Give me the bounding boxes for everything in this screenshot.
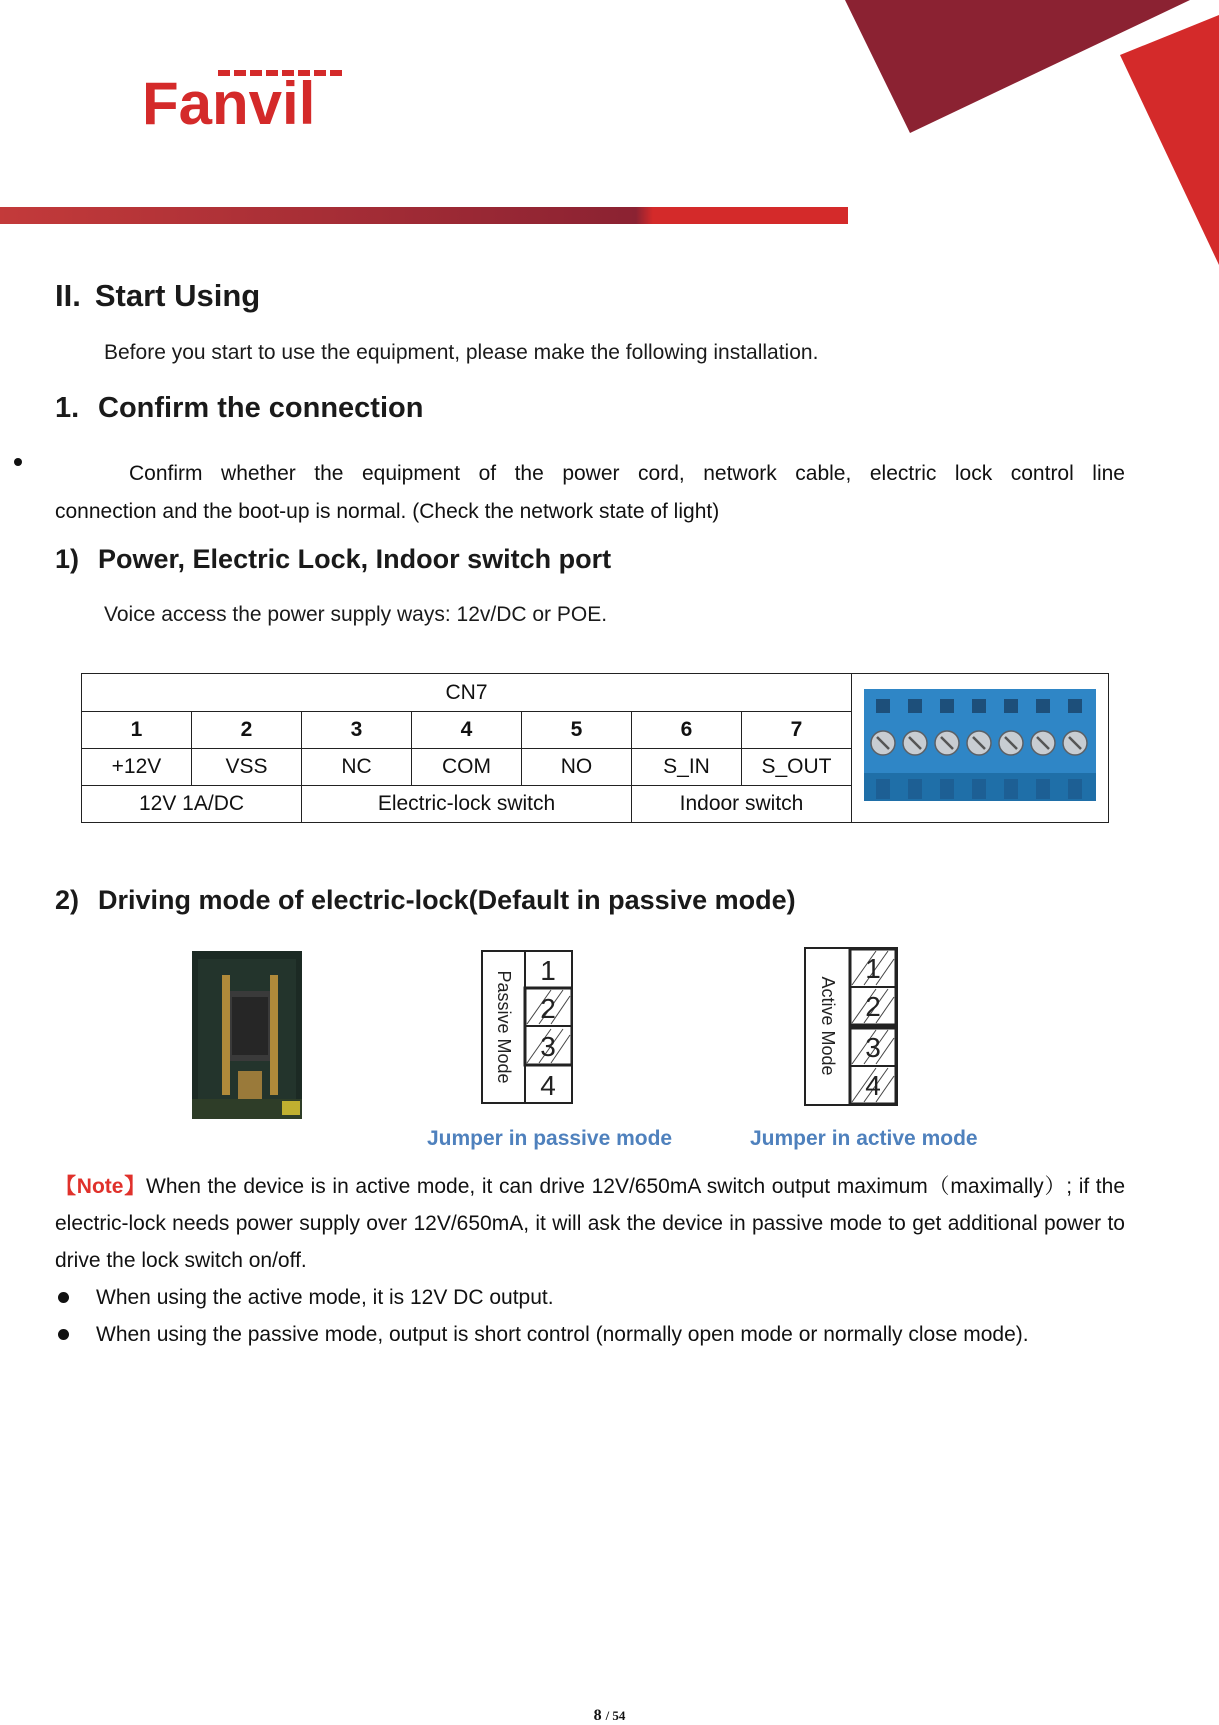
list-item-text: When using the passive mode, output is short control (normally open mode or normally close mode).: [96, 1323, 1029, 1346]
pin-number: 6: [632, 712, 742, 749]
sub2-number: 2): [55, 885, 80, 915]
pin-number: 4: [412, 712, 522, 749]
heading-power-port: [55, 544, 611, 575]
section-heading: [55, 278, 260, 314]
passive-mode-diagram: [481, 950, 573, 1104]
pin-label: 2: [540, 993, 556, 1024]
heading-confirm-connection: [55, 392, 423, 425]
cn7-table: [81, 673, 1109, 823]
sub2-title: Driving mode of electric-lock(Default in passive mode): [98, 885, 796, 915]
pin-signal: NC: [302, 749, 412, 786]
list-item-text: When using the active mode, it is 12V DC output.: [96, 1286, 554, 1309]
pin-number: 2: [192, 712, 302, 749]
note-text: When the device is in active mode, it can drive 12V/650mA switch output maximum（maximally）; if the electric-lock needs power supply over 12V/650mA, it will ask the device in passive mode to get additional power to drive the lock switch on/off.: [55, 1175, 1126, 1272]
power-supply-text: Voice access the power supply ways: 12v/DC or POE.: [104, 603, 608, 626]
pin-label: 1: [540, 955, 556, 986]
heading1-title: Confirm the connection: [98, 392, 424, 424]
pin-label: 2: [865, 991, 881, 1022]
header-triangle-red: [1120, 15, 1219, 265]
passive-mode-label: Passive Mode: [494, 970, 514, 1084]
pin-number: 3: [302, 712, 412, 749]
pin-signal: +12V: [82, 749, 192, 786]
pin-number: 1: [82, 712, 192, 749]
bullet-icon: [58, 1292, 69, 1303]
pin-label: 4: [540, 1070, 556, 1101]
pin-signal: COM: [412, 749, 522, 786]
pcb-jumper-photo: [192, 951, 302, 1119]
pin-number: 5: [522, 712, 632, 749]
header-bar: [0, 207, 848, 224]
page-total: / 54: [605, 1708, 626, 1723]
pin-number: 7: [742, 712, 852, 749]
sub1-number: 1): [55, 544, 80, 574]
section-number: II.: [55, 278, 81, 313]
confirm-paragraph: [55, 455, 1125, 531]
pin-signal: NO: [522, 749, 632, 786]
page-number: [0, 1707, 1219, 1725]
pin-label: 1: [865, 953, 881, 984]
section-intro: Before you start to use the equipment, please make the following installation.: [104, 341, 819, 364]
pin-group: Indoor switch: [632, 786, 852, 823]
cn7-title: CN7: [82, 674, 852, 712]
confirm-line2: connection and the boot-up is normal. (Check the network state of light): [55, 500, 720, 523]
sub1-title: Power, Electric Lock, Indoor switch port: [98, 544, 612, 574]
confirm-line1: Confirm whether the equipment of the power cord, network cable, electric lock control line: [129, 462, 1125, 485]
active-caption: Jumper in active mode: [750, 1127, 978, 1150]
passive-caption: Jumper in passive mode: [427, 1127, 673, 1150]
logo-text: Fanvil: [142, 70, 316, 132]
pin-label: 3: [540, 1031, 556, 1062]
active-mode-diagram: [804, 947, 898, 1106]
list-item: [55, 1323, 1029, 1347]
fanvil-logo: [142, 62, 352, 132]
pin-group: Electric-lock switch: [302, 786, 632, 823]
terminal-block-photo-cell: [852, 674, 1109, 823]
pin-signal: VSS: [192, 749, 302, 786]
pin-signal: S_IN: [632, 749, 742, 786]
section-title: Start Using: [94, 278, 261, 313]
heading-driving-mode: [55, 885, 796, 916]
pin-signal: S_OUT: [742, 749, 852, 786]
heading1-number: 1.: [55, 392, 80, 424]
list-item: [55, 1286, 554, 1310]
header-decoration: [0, 0, 1219, 270]
bullet-icon: [58, 1329, 69, 1340]
pin-label: 4: [865, 1070, 881, 1101]
active-mode-label: Active Mode: [818, 976, 838, 1076]
bullet-icon: [14, 458, 22, 466]
terminal-block-image: [862, 685, 1098, 805]
pin-group: 12V 1A/DC: [82, 786, 302, 823]
pin-label: 3: [865, 1032, 881, 1063]
note-tag: 【Note】: [55, 1175, 147, 1198]
page-current: 8: [593, 1707, 602, 1724]
note-paragraph: [55, 1168, 1125, 1279]
